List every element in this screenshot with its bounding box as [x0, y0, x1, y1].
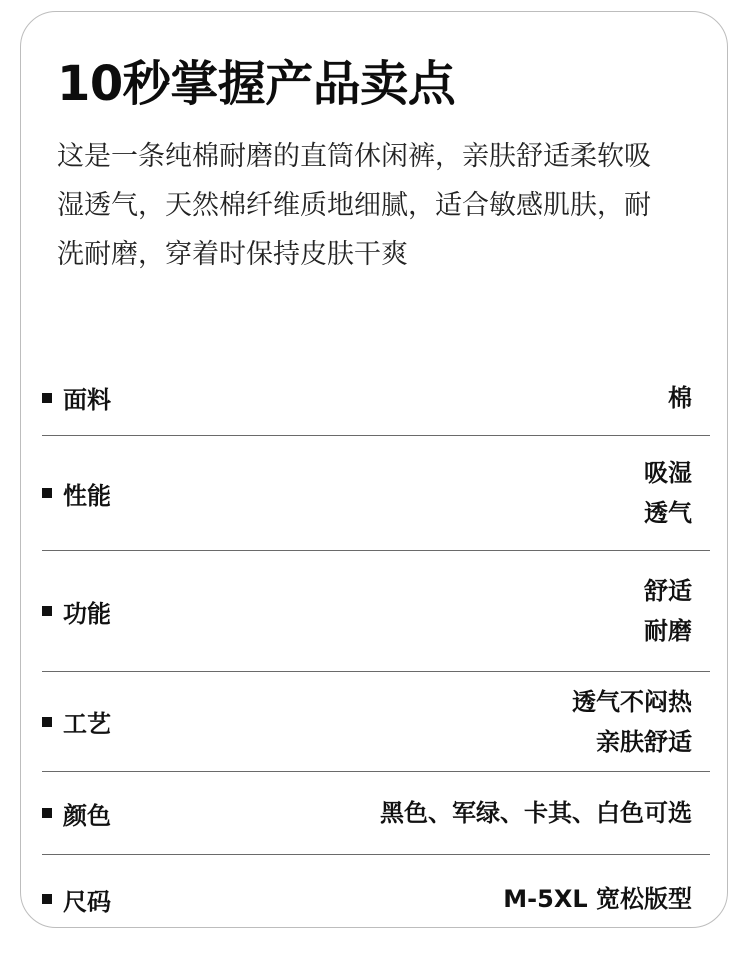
- spec-label: 功能: [63, 599, 111, 628]
- spec-value: [644, 571, 710, 651]
- spec-value-line: 耐磨: [644, 617, 692, 645]
- product-card: [20, 11, 728, 928]
- square-bullet-icon: [42, 606, 52, 616]
- spec-value: [380, 793, 710, 833]
- spec-value: [644, 453, 710, 533]
- spec-value-line: 透气: [644, 499, 692, 527]
- spec-row-performance: [42, 436, 710, 551]
- spec-label: 工艺: [63, 710, 111, 738]
- spec-value-line: M-5XL 宽松版型: [503, 885, 692, 913]
- spec-label: 面料: [63, 386, 111, 414]
- spec-value: [668, 378, 710, 418]
- spec-label-wrap: [42, 704, 111, 739]
- spec-label: 颜色: [63, 801, 111, 830]
- page-title: 10秒掌握产品卖点: [57, 56, 456, 112]
- spec-value: [572, 682, 710, 762]
- spec-label-wrap: [42, 476, 111, 511]
- spec-value-line: 黑色、军绿、卡其、白色可选: [380, 799, 692, 827]
- spec-value-line: 透气不闷热: [572, 687, 692, 716]
- square-bullet-icon: [42, 894, 52, 904]
- square-bullet-icon: [42, 393, 52, 403]
- square-bullet-icon: [42, 717, 52, 727]
- spec-row-fabric: [42, 360, 710, 436]
- spec-value-line: 吸湿: [644, 459, 692, 487]
- spec-label-wrap: [42, 594, 111, 629]
- square-bullet-icon: [42, 808, 52, 818]
- spec-row-color: [42, 772, 710, 855]
- product-description: 这是一条纯棉耐磨的直筒休闲裤，亲肤舒适柔软吸湿透气，天然棉纤维质地细腻，适合敏感肌肤，耐洗耐磨，穿着时保持皮肤干爽: [57, 141, 651, 270]
- spec-label: 尺码: [63, 887, 111, 916]
- spec-label: 性能: [63, 481, 111, 510]
- spec-row-size: [42, 855, 710, 943]
- spec-value: [503, 879, 710, 919]
- spec-label-wrap: [42, 380, 111, 415]
- spec-row-function: [42, 551, 710, 672]
- spec-value-line: 舒适: [644, 577, 692, 605]
- spec-label-wrap: [42, 882, 111, 917]
- square-bullet-icon: [42, 488, 52, 498]
- spec-value-line: 亲肤舒适: [596, 727, 692, 756]
- spec-label-wrap: [42, 796, 111, 831]
- spec-value-line: 棉: [668, 383, 692, 412]
- spec-list: [42, 360, 710, 943]
- spec-row-craft: [42, 672, 710, 772]
